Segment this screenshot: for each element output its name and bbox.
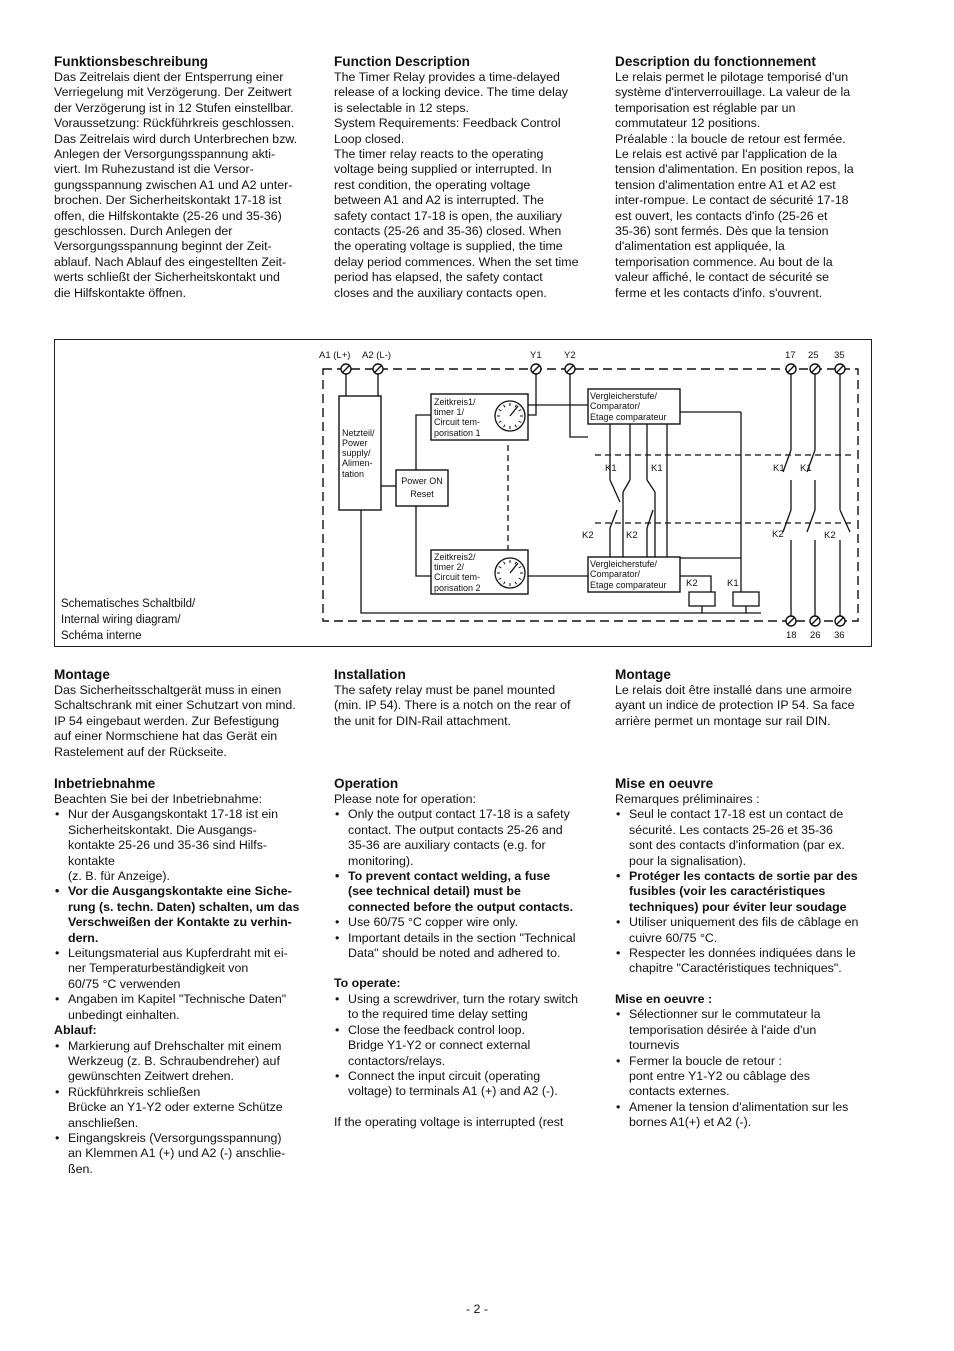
wiring-diagram	[54, 339, 872, 647]
notes-list	[54, 807, 316, 1023]
subheading: Ablauf:	[54, 1023, 97, 1038]
paragraph: The safety relay must be panel mounted (min. IP 54). There is a notch on the rear of the unit for DIN-Rail attachment.	[334, 683, 571, 728]
relay-label-k2: K2	[582, 530, 594, 541]
steps-list	[615, 1007, 877, 1130]
svg-text:Comparator/: Comparator/	[590, 569, 641, 579]
svg-text:Power: Power	[342, 438, 368, 448]
relay-label-k2: K2	[824, 530, 836, 541]
relay-label-k1: K1	[773, 463, 785, 474]
diagram-caption-line: Schéma interne	[61, 630, 142, 642]
list-item: • Leitungsmaterial aus Kupferdraht mit ei- ner Temperaturbeständigkeit von 60/75 °C verwenden	[54, 946, 316, 992]
paragraph: If the operating voltage is interrupted (rest	[334, 1114, 564, 1129]
steps-list	[334, 992, 596, 1100]
terminal-label-a1: A1 (L+)	[319, 350, 351, 361]
heading: Installation	[334, 667, 406, 682]
paragraph: Le relais doit être installé dans une armoire ayant un indice de protection IP 54. Sa face arrière permet un montage sur rail DIN.	[615, 683, 855, 728]
subheading: To operate:	[334, 976, 401, 991]
svg-text:Zeitkreis2/: Zeitkreis2/	[434, 552, 476, 562]
coil-label-k1: K1	[727, 578, 739, 589]
svg-text:Comparator/: Comparator/	[590, 401, 641, 411]
notes-list	[334, 807, 596, 961]
svg-text:porisation 1: porisation 1	[434, 428, 481, 438]
operation-en	[334, 776, 596, 1130]
list-item: • Protéger les contacts de sortie par des fusibles (voir les caractéristiques techniques) pour éviter leur soudage	[615, 869, 877, 915]
list-item: • Connect the input circuit (operating voltage) to terminals A1 (+) and A2 (-).	[334, 1069, 596, 1100]
heading: Montage	[54, 667, 110, 682]
coil-label-k2: K2	[686, 578, 698, 589]
heading: Inbetriebnahme	[54, 776, 156, 791]
montage-de	[54, 667, 316, 760]
svg-text:Power ON: Power ON	[401, 476, 443, 486]
svg-text:timer 1/: timer 1/	[434, 407, 465, 417]
list-item: • Angaben im Kapitel "Technische Daten" unbedingt einhalten.	[54, 992, 316, 1023]
svg-text:Zeitkreis1/: Zeitkreis1/	[434, 397, 476, 407]
terminal-label-a2: A2 (L-)	[362, 350, 392, 361]
heading: Function Description	[334, 54, 470, 69]
paragraph: Das Zeitrelais dient der Entsperrung einer Verriegelung mit Verzögerung. Der Zeitwert der Verzögerung ist in 12 Stufen einstellbar. Voraussetzung: Rückführkreis geschlossen. Das Zeitrelais wird durch Unterbrechen bzw. Anlegen der Versorgungsspannung akti- viert. Im Ruhezustand ist die Versor- gungsspannung zwischen A1 und A2 unter- brochen. Der Sicherheitskontakt 17-18 ist offen, die Hilfskontakte (25-26 und 35-36) geschlossen. Durch Anlegen der Versorgungsspannung beginnt der Zeit- ablauf. Nach Ablauf des eingestellten Zeit- werts schließt der Sicherheitskontakt und die Hilfskontakte öffnen.	[54, 70, 298, 300]
relay-label-k2: K2	[772, 529, 784, 540]
heading: Mise en oeuvre	[615, 776, 714, 791]
terminal-label-35: 35	[834, 350, 845, 361]
relay-label-k1: K1	[800, 463, 812, 474]
heading: Montage	[615, 667, 671, 682]
installation-en	[334, 667, 596, 729]
relay-label-k1: K1	[651, 463, 663, 474]
list-item: • Respecter les données indiquées dans le chapitre "Caractéristiques techniques".	[615, 946, 877, 977]
inbetriebnahme-de	[54, 776, 316, 1177]
terminal-label-18: 18	[786, 630, 797, 641]
timer-2-dial-icon	[495, 558, 525, 588]
montage-fr	[615, 667, 877, 729]
terminal-label-y2: Y2	[564, 350, 576, 361]
svg-text:Etage comparateur: Etage comparateur	[590, 580, 667, 590]
terminal-label-36: 36	[834, 630, 845, 641]
paragraph: The Timer Relay provides a time-delayed release of a locking device. The time delay is selectable in 12 steps. System Requirements: Feedback Control Loop closed. The timer relay reacts to the operating voltage being supplied or interrupted. In rest condition, the operating voltage between A1 and A2 is interrupted. The safety contact 17-18 is open, the auxiliary contacts (25-26 and 35-36) closed. When the operating voltage is supplied, the time delay period commences. When the set time period has elapsed, the safety contact closes and the auxiliary contacts open.	[334, 70, 579, 300]
notes-list	[615, 807, 877, 976]
timer-1-dial-icon	[495, 401, 525, 431]
page-number: - 2 -	[465, 1302, 489, 1316]
function-description-en	[334, 54, 596, 301]
relay-label-k1: K1	[605, 463, 617, 474]
terminal-label-y1: Y1	[530, 350, 542, 361]
intro: Please note for operation:	[334, 792, 476, 806]
list-item: • Fermer la boucle de retour : pont entre Y1-Y2 ou câblage des contacts externes.	[615, 1054, 877, 1100]
svg-text:Alimen-: Alimen-	[342, 458, 373, 468]
svg-text:Vergleicherstufe/: Vergleicherstufe/	[590, 559, 658, 569]
list-item: • Seul le contact 17-18 est un contact de sécurité. Les contacts 25-26 et 35-36 sont des contacts d'information (par ex. pour la signalisation).	[615, 807, 877, 869]
list-item: • Close the feedback control loop. Bridge Y1-Y2 or connect external contactors/relays.	[334, 1023, 596, 1069]
terminal-label-26: 26	[810, 630, 821, 641]
list-item: • Utiliser uniquement des fils de câblage en cuivre 60/75 °C.	[615, 915, 877, 946]
terminal-label-25: 25	[808, 350, 819, 361]
list-item: • To prevent contact welding, a fuse (see technical detail) must be connected before the output contacts.	[334, 869, 596, 915]
list-item: • Only the output contact 17-18 is a safety contact. The output contacts 25-26 and 35-36 are auxiliary contacts (e.g. for monitoring).	[334, 807, 596, 869]
svg-text:Circuit tem-: Circuit tem-	[434, 417, 481, 427]
list-item: • Sélectionner sur le commutateur la temporisation désirée à l'aide d'un tournevis	[615, 1007, 877, 1053]
svg-text:Etage comparateur: Etage comparateur	[590, 412, 667, 422]
list-item: • Amener la tension d'alimentation sur les bornes A1(+) et A2 (-).	[615, 1100, 877, 1131]
svg-text:tation: tation	[342, 469, 365, 479]
diagram-caption-line: Internal wiring diagram/	[61, 614, 181, 626]
heading: Description du fonctionnement	[615, 54, 816, 69]
svg-text:Netzteil/: Netzteil/	[342, 428, 375, 438]
list-item: • Markierung auf Drehschalter mit einem Werkzeug (z. B. Schraubendreher) auf gewünschten Zeitwert drehen.	[54, 1039, 316, 1085]
svg-text:porisation 2: porisation 2	[434, 583, 481, 593]
list-item: • Using a screwdriver, turn the rotary switch to the required time delay setting	[334, 992, 596, 1023]
terminal-label-17: 17	[785, 350, 796, 361]
mise-en-oeuvre-fr	[615, 776, 877, 1131]
list-item: • Nur der Ausgangskontakt 17-18 ist ein Sicherheitskontakt. Die Ausgangs- kontakte 25-26 und 35-36 sind Hilfs- kontakte (z. B. für Anzeige).	[54, 807, 316, 884]
list-item: • Eingangskreis (Versorgungsspannung) an Klemmen A1 (+) und A2 (-) anschlie- ßen.	[54, 1131, 316, 1177]
list-item: • Use 60/75 °C copper wire only.	[334, 915, 596, 930]
steps-list	[54, 1039, 316, 1178]
intro: Beachten Sie bei der Inbetriebnahme:	[54, 792, 263, 806]
svg-text:Vergleicherstufe/: Vergleicherstufe/	[590, 391, 658, 401]
relay-label-k2: K2	[626, 530, 638, 541]
svg-text:timer 2/: timer 2/	[434, 562, 465, 572]
list-item: • Important details in the section "Technical Data" should be noted and adhered to.	[334, 931, 596, 962]
paragraph: Le relais permet le pilotage temporisé d'un système d'interverrouillage. La valeur de la temporisation est réglable par un commutateur 12 positions. Préalable : la boucle de retour est fermée. Le relais est activé par l'application de la tension d'alimentation. En position repos, la tension d'alimentation entre A1 et A2 est inter-rompue. Le contact de sécurité 17-18 est ouvert, les contacts d'info (25-26 et 35-36) sont fermés. Dès que la tension d'alimentation est appliquée, la temporisation commence. Au bout de la valeur affiché, le contact de sécurité se ferme et les contacts d'info. s'ouvrent.	[615, 70, 854, 300]
heading: Operation	[334, 776, 399, 791]
intro: Remarques préliminaires :	[615, 792, 760, 806]
svg-text:supply/: supply/	[342, 448, 371, 458]
svg-text:Circuit tem-: Circuit tem-	[434, 572, 481, 582]
function-description-fr	[615, 54, 877, 301]
paragraph: Das Sicherheitsschaltgerät muss in einen Schaltschrank mit einer Schutzart von mind. IP 54 eingebaut werden. Zur Befestigung auf einer Normschiene hat das Gerät ein Rastelement auf der Rückseite.	[54, 683, 296, 759]
list-item: • Rückführkreis schließen Brücke an Y1-Y2 oder externe Schütze anschließen.	[54, 1085, 316, 1131]
svg-text:Reset: Reset	[410, 489, 434, 499]
diagram-caption-line: Schematisches Schaltbild/	[61, 598, 196, 610]
list-item: • Vor die Ausgangskontakte eine Siche- rung (s. techn. Daten) schalten, um das Verschweißen der Kontakte zu verhin- dern.	[54, 884, 316, 946]
function-description-de	[54, 54, 316, 301]
subheading: Mise en oeuvre :	[615, 991, 713, 1006]
heading: Funktionsbeschreibung	[54, 54, 209, 69]
